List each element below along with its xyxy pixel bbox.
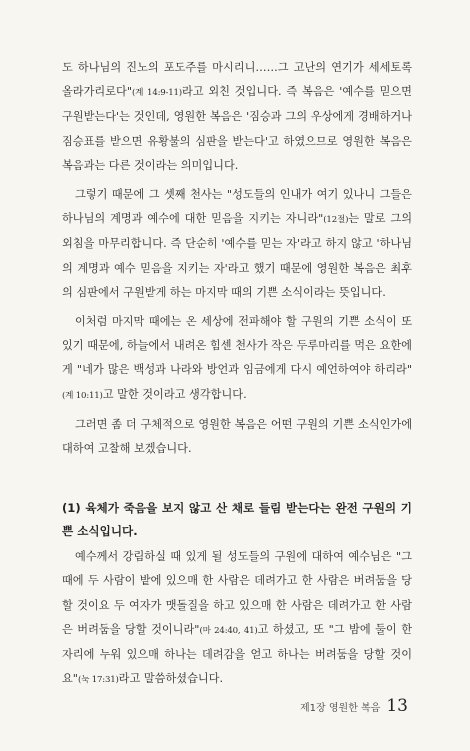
page-footer [300, 696, 408, 716]
paragraph-4 [62, 413, 412, 461]
paragraph-2-text-after: 는 말로 그의 외침을 마무리합니다. 즉 단순히 '예수를 믿는 자'라고 하지 않고 '하나님의 계명과 예수 믿음을 지키는 자'라고 했기 때문에 영원한 복음은 최후의 심판에서 구원받게 하는 마지막 때의 기쁜 소식이라는 뜻입니다. [62, 212, 412, 299]
paragraph-3-text-after: 고 말한 것이라고 생각합니다. [102, 387, 247, 401]
paragraph-3-text-before: 이처럼 마지막 때에는 온 세상에 전파해야 할 구원의 기쁜 소식이 또 있기 때문에, 하늘에서 내려온 힘센 천사가 작은 두루마리를 먹은 요한에게 "네가 많은 백성과 나라와 방언과 임금에게 다시 예언하여야 하리라" [62, 315, 412, 377]
paragraph-3 [62, 310, 412, 408]
paragraph-1-text-before: 도 하나님의 진노의 포도주를 마시리니……그 고난의 연기가 세세토록 올라가리로다" [62, 61, 412, 99]
paragraph-5-text-part3: 라고 말씀하셨습니다. [118, 672, 224, 686]
paragraph-5-text-part1: 예수께서 강림하실 때 있게 될 성도들의 구원에 대하여 예수님은 "그때에 두 사람이 밭에 있으매 한 사람은 데려가고 한 사람은 버려둠을 당할 것이요 두 여자가 맷돌질을 하고 있으매 한 사람은 데려가고 한 사람은 버려둠을 당할 것이니라" [62, 550, 412, 636]
paragraph-4-text: 그러면 좀 더 구체적으로 영원한 복음은 어떤 구원의 기쁜 소식인가에 대하여 고찰해 보겠습니다. [62, 417, 412, 456]
scripture-reference: (12절) [323, 215, 349, 226]
paragraph-5-text-part2: 고 하셨고, 또 "그 밤에 둘이 한자리에 누워 있으매 하나는 데려감을 얻고 하나는 버려둠을 당할 것이요" [62, 622, 413, 686]
paragraph-1 [62, 56, 412, 178]
paragraph-2-text-before: 그렇기 때문에 그 셋째 천사는 "성도들의 인내가 여기 있나니 그들은 하나님의 계명과 예수에 대한 믿음을 지키는 자니라" [62, 188, 412, 226]
scripture-reference: (눅 17:31) [77, 675, 119, 686]
paragraph-1-text-after: 라고 외친 것입니다. 즉 복음은 '예수를 믿으면 구원받는다'는 것인데, 영원한 복음은 '짐승과 그의 우상에게 경배하거나 짐승표를 받으면 유황불의 심판을 받는다'고 하였으므로 영원한 복음은 복음과는 다른 것이라는 의미입니다. [62, 85, 412, 172]
body-text [62, 56, 412, 692]
scripture-reference: (마 24:40, 41) [199, 625, 258, 636]
page-number: 13 [386, 696, 408, 716]
chapter-label: 제1장 영원한 복음 [300, 703, 381, 714]
paragraph-2 [62, 183, 412, 305]
paragraph-5 [62, 545, 412, 692]
section-body [62, 545, 412, 692]
section-heading: (1) 육체가 죽음을 보지 않고 산 채로 들림 받는다는 완전 구원의 기쁜 소식입니다. [62, 501, 412, 539]
scripture-reference: (계 14:9-11) [132, 88, 182, 99]
scripture-reference: (계 10:11) [62, 390, 103, 401]
